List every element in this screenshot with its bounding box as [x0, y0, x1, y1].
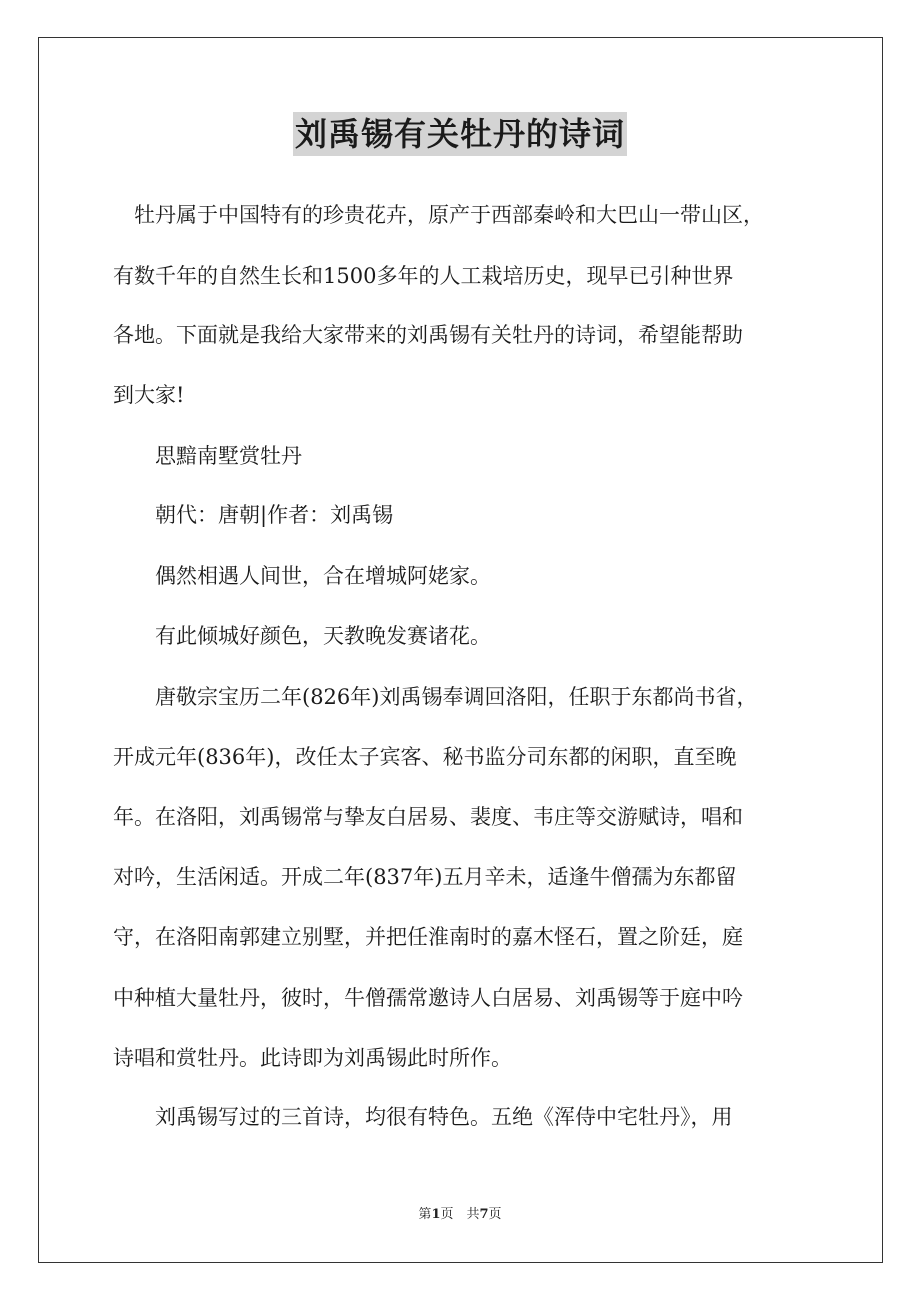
footer-page-mid: 页 共	[440, 1207, 480, 1222]
body-line: 中种植大量牡丹，彼时，牛僧孺常邀诗人白居易、刘禹锡等于庭中吟	[113, 986, 743, 1010]
body-line: 有数千年的自然生长和1500多年的人工栽培历史，现早已引种世界	[113, 264, 734, 288]
poem-title: 思黯南墅赏牡丹	[113, 444, 302, 468]
body-line: 对吟，生活闲适。开成二年(837年)五月辛未，适逢牛僧孺为东都留	[113, 865, 737, 889]
footer-page-suffix: 页	[488, 1207, 502, 1222]
title-wrap	[0, 112, 920, 156]
document-title: 刘禹锡有关牡丹的诗词	[293, 112, 627, 156]
footer-page-prefix: 第	[418, 1207, 432, 1222]
body-line: 年。在洛阳，刘禹锡常与挚友白居易、裴度、韦庄等交游赋诗，唱和	[113, 805, 743, 829]
page-footer	[0, 1206, 920, 1224]
poem-meta: 朝代：唐朝|作者：刘禹锡	[113, 503, 394, 527]
body-line: 唐敬宗宝历二年(826年)刘禹锡奉调回洛阳，任职于东都尚书省，	[113, 685, 758, 709]
body-line: 牡丹属于中国特有的珍贵花卉，原产于西部秦岭和大巴山一带山区，	[113, 203, 764, 227]
body-line: 到大家!	[113, 383, 185, 407]
body-line: 各地。下面就是我给大家带来的刘禹锡有关牡丹的诗词，希望能帮助	[113, 323, 743, 347]
poem-line: 有此倾城好颜色，天教晚发赛诸花。	[113, 624, 491, 648]
body-line: 守，在洛阳南郭建立别墅，并把任淮南时的嘉木怪石，置之阶廷，庭	[113, 925, 743, 949]
body-line: 刘禹锡写过的三首诗，均很有特色。五绝《浑侍中宅牡丹》，用	[113, 1105, 733, 1129]
body-line: 开成元年(836年)，改任太子宾客、秘书监分司东都的闲职，直至晚	[113, 745, 737, 769]
body-line: 诗唱和赏牡丹。此诗即为刘禹锡此时所作。	[113, 1046, 512, 1070]
footer-page-total: 7	[479, 1207, 489, 1222]
footer-page-number: 1	[431, 1207, 441, 1222]
poem-line: 偶然相遇人间世，合在增城阿姥家。	[113, 564, 491, 588]
